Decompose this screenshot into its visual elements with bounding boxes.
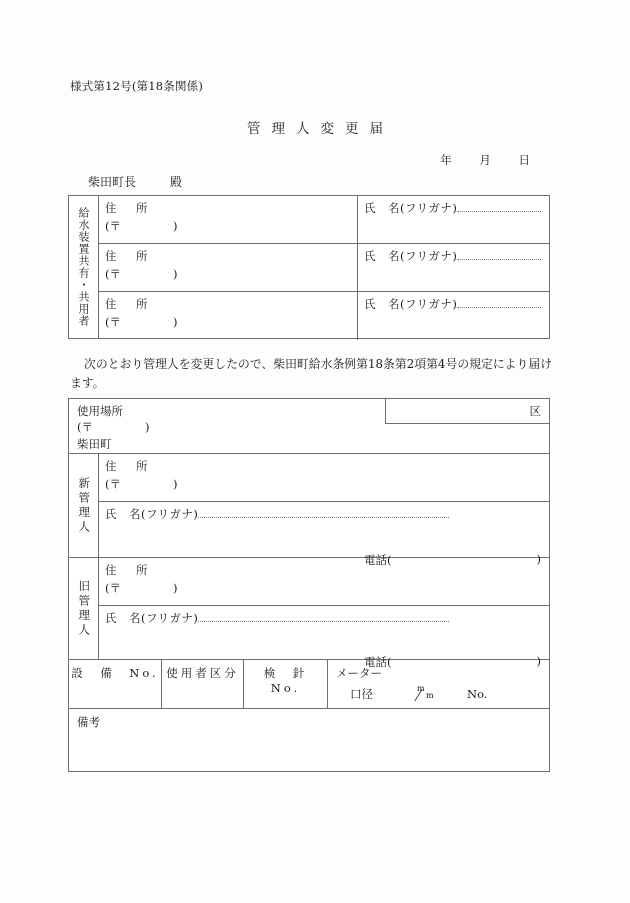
name-dotted-line	[198, 508, 449, 518]
postal-code-field[interactable]	[105, 314, 357, 330]
new-manager-name-cell[interactable]	[99, 502, 549, 567]
postal-code-field[interactable]	[105, 266, 357, 282]
name-dotted-line	[198, 612, 449, 622]
new-manager-block	[69, 454, 549, 567]
new-manager-address-cell[interactable]	[99, 454, 549, 502]
millimeter-unit-icon	[415, 684, 437, 702]
date-line	[429, 152, 542, 168]
address-label: 住 所	[105, 201, 152, 215]
address-cell[interactable]	[99, 292, 358, 340]
remarks-label: 備考	[77, 715, 100, 729]
name-label: 氏 名(フリガナ)	[105, 611, 199, 625]
meter-detail-row	[350, 686, 487, 702]
postal-close: )	[173, 219, 178, 233]
address-label: 住 所	[105, 249, 152, 263]
name-cell[interactable]	[358, 196, 549, 243]
old-manager-fields	[99, 558, 549, 669]
postal-close: )	[173, 477, 178, 491]
remarks-row[interactable]	[69, 709, 549, 771]
name-label-row	[105, 610, 549, 626]
address-cell[interactable]	[99, 196, 358, 243]
name-label-row	[364, 248, 549, 264]
tel-label: 電話(	[364, 655, 392, 669]
postal-code-field[interactable]	[105, 218, 357, 234]
statement-body: 次のとおり管理人を変更したので、柴田町給水条例第18条第2項第4号の規定により届けます。	[70, 357, 552, 391]
address-label: 住 所	[105, 297, 152, 311]
name-cell[interactable]	[358, 244, 549, 291]
district-label: 区	[529, 404, 541, 418]
meter-label: メーター	[336, 666, 382, 680]
co-owners-vertical-label: 給水装置共有・共用者	[69, 196, 99, 338]
old-manager-vertical-label: 旧管理人	[69, 558, 99, 659]
caliber-label: 口径	[350, 687, 373, 701]
postal-code-field[interactable]	[105, 476, 549, 492]
usage-place-label: 使用場所	[77, 404, 123, 418]
address-label: 住 所	[105, 563, 152, 577]
tel-label: 電話(	[364, 553, 392, 567]
postal-close: )	[173, 315, 178, 329]
address-cell[interactable]	[99, 244, 358, 291]
old-manager-address-cell[interactable]	[99, 558, 549, 606]
name-dotted-line	[457, 202, 541, 212]
district-box[interactable]	[385, 398, 550, 424]
co-owners-rows	[99, 196, 549, 340]
name-label: 氏 名(フリガナ)	[364, 297, 458, 311]
user-category-label: 使用者区分	[166, 666, 239, 680]
name-label-row	[364, 296, 549, 312]
date-year-label: 年	[440, 153, 453, 167]
meter-reading-no-cell[interactable]	[244, 660, 328, 708]
new-manager-fields	[99, 454, 549, 567]
table-row	[99, 244, 549, 292]
date-day-label: 日	[518, 153, 531, 167]
postal-close: )	[173, 267, 178, 281]
equipment-row	[69, 660, 549, 709]
name-label: 氏 名(フリガナ)	[364, 249, 458, 263]
postal-close: )	[173, 581, 178, 595]
name-label-row	[105, 506, 549, 522]
usage-place-row[interactable]	[69, 399, 549, 454]
page-title: 管理人変更届	[247, 121, 394, 137]
postal-close: )	[145, 420, 150, 435]
date-month-label: 月	[479, 153, 492, 167]
equipment-no-cell[interactable]	[69, 660, 162, 708]
postal-open: (〒	[105, 219, 121, 233]
tel-close-paren: )	[536, 654, 541, 668]
meter-cell[interactable]	[328, 660, 549, 708]
name-dotted-line	[457, 298, 541, 308]
user-category-cell[interactable]	[162, 660, 244, 708]
unit-numerator: m	[417, 684, 425, 693]
postal-open: (〒	[105, 267, 121, 281]
addressee-honorific: 殿	[170, 175, 183, 189]
main-table	[68, 398, 550, 772]
old-manager-block	[69, 558, 549, 669]
addressee-name: 柴田町長	[88, 175, 137, 189]
table-row	[99, 292, 549, 340]
form-code: 様式第12号(第18条関係)	[70, 79, 204, 93]
postal-open: (〒	[105, 315, 121, 329]
tel-close-paren: )	[536, 552, 541, 566]
meter-no-label: No.	[467, 687, 488, 701]
postal-open: (〒	[77, 420, 93, 435]
table-row	[99, 196, 549, 244]
name-dotted-line	[457, 250, 541, 260]
old-manager-name-cell[interactable]	[99, 606, 549, 669]
meter-reading-no-label: 検 針 No.	[263, 666, 322, 695]
co-owners-table	[68, 195, 550, 339]
name-label: 氏 名(フリガナ)	[105, 507, 199, 521]
name-label: 氏 名(フリガナ)	[364, 201, 458, 215]
unit-denominator: m	[426, 691, 434, 700]
new-manager-vertical-label: 新管理人	[69, 454, 99, 557]
name-cell[interactable]	[358, 292, 549, 340]
usage-place-town: 柴田町	[77, 436, 112, 451]
postal-code-field[interactable]	[105, 580, 549, 596]
name-label-row	[364, 200, 549, 216]
address-label: 住 所	[105, 459, 152, 473]
postal-open: (〒	[105, 581, 121, 595]
statement-text	[70, 355, 552, 393]
equipment-no-label: 設 備 No.	[71, 666, 159, 680]
postal-open: (〒	[105, 477, 121, 491]
addressee-line	[88, 173, 182, 190]
